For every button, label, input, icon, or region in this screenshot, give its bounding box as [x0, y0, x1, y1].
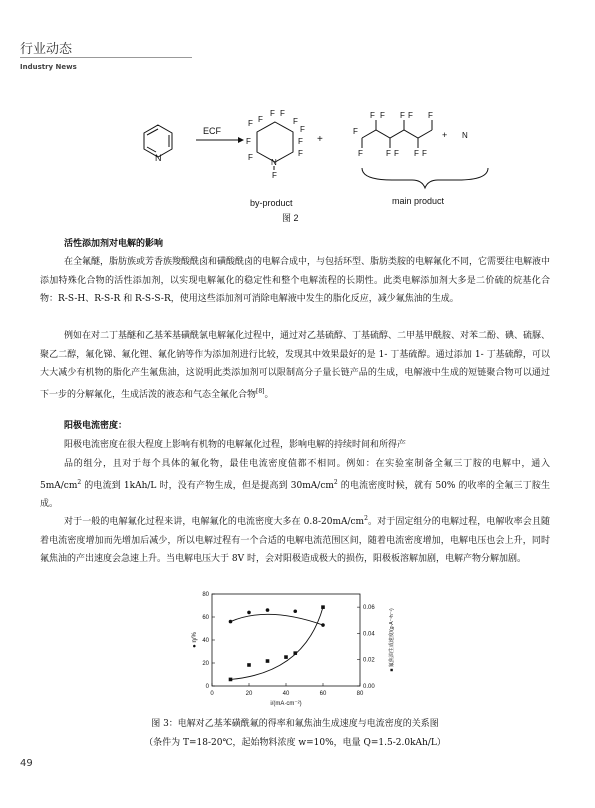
svg-text:F: F: [370, 111, 375, 120]
svg-text:F: F: [270, 109, 275, 118]
tar-rate-data-point: [229, 678, 233, 682]
svg-text:F: F: [422, 149, 427, 158]
yield-data-point: [321, 623, 325, 627]
svg-text:F: F: [414, 149, 419, 158]
paragraph-additives-2: 例如在对二丁基醚和乙基苯基磺酰氯电解氟化过程中，通过对乙基硫醇、丁基硫醇、二甲基甲酰胺、对苯二酚、碘、硫脲、聚乙二醇，氟化锑、氟化锂、氟化钠等作为添加剂进行比较，发现其中效果最好的是 1- 丁基硫醇。通过添加 1- 丁基硫醇，可以大大减少有机物的脂化产生氟焦油，这说明此类添加剂可以限制高分子量长链产品的生成，电解液中生成的短链聚合物可以通过下一步的分解氟化，生成活泼的液态和气态全氟化合物[8]。: [40, 331, 551, 400]
yield-data-point: [247, 611, 251, 615]
svg-text:F: F: [428, 111, 433, 120]
paragraph-current-density-1a: 阳极电流密度在很大程度上影响有机物的电解氟化过程，影响电解的持续时间和所得产: [64, 440, 407, 450]
paragraph-current-density-1b: 品的组分，且对于每个具体的氟化物，最佳电流密度值都不相同。例如：在实验室制备全氟三丁胺的电解中，通入 $5mA/cm^2$ 的电流到 1kAh/L 时，没有产物生成，但是提高到 $30mA/cm^2$ 的电流密度时候，就有 50% 的收率的全氟三丁胺生成。: [40, 459, 550, 509]
yield-data-point: [266, 608, 270, 612]
svg-text:F: F: [293, 117, 298, 126]
y-left-tick-label: 60: [202, 615, 209, 621]
plus-sign-1: +: [317, 134, 323, 145]
y-left-tick-label: 20: [202, 661, 209, 667]
main-product-brace: [362, 168, 488, 188]
section-title: 行业动态: [20, 42, 73, 57]
tar-rate-data-point: [247, 663, 251, 667]
svg-text:F: F: [386, 149, 391, 158]
x-tick-label: 40: [282, 691, 290, 697]
header-divider: [20, 57, 192, 58]
figure-2-caption: 图 2: [282, 213, 299, 223]
tar-rate-data-point: [321, 605, 325, 609]
ecf-label: ECF: [203, 126, 221, 136]
svg-text:F: F: [272, 171, 277, 180]
svg-text:N: N: [271, 158, 277, 167]
svg-text:F: F: [400, 111, 405, 120]
svg-text:F: F: [248, 119, 253, 128]
svg-text:F: F: [394, 149, 399, 158]
svg-text:N: N: [462, 131, 468, 140]
y-right-tick-label: 0.04: [363, 631, 375, 638]
y-left-axis-label: ● η/%: [192, 632, 198, 648]
byproduct-atom-labels: [246, 109, 305, 180]
y-right-tick-label: 0.06: [363, 605, 375, 612]
figure-2-reaction-scheme: [130, 100, 595, 230]
svg-text:F: F: [246, 137, 251, 146]
svg-text:F: F: [258, 115, 263, 124]
figure-3-caption: 图 3：电解对乙基苯磺酰氟的得率和氟焦油生成速度与电流密度的关系图: [151, 719, 439, 729]
svg-text:F: F: [380, 111, 385, 120]
paragraph-additives-1: 在全氟醚，脂肪族或芳香族羧酸酰卤和磺酸酰卤的电解合成中，与包括环型、脂肪类胺的电解氟化不同，它需要往电解液中添加特殊化合物的活性添加剂，以实现电解氟化的稳定性和整个电解流程的长期性。此类电解添加剂大多是二价硫的烷基化合物：R-S-H、R-S-R 和 R-S-S-R，使用这些添加剂可消除电解液中发生的脂化反应，减少氟焦油的生成。: [40, 257, 551, 304]
svg-text:F: F: [408, 111, 413, 120]
y-right-tick-label: 0.02: [363, 657, 375, 664]
y-right-axis-label: ■ 氟焦油生成速度/(g·A⁻¹h⁻¹): [389, 608, 395, 672]
svg-text:F: F: [280, 109, 285, 118]
mainproduct-label: main product: [392, 196, 445, 206]
plus-sign-2: +: [442, 130, 448, 140]
figure-3-chart: [190, 588, 400, 710]
yield-data-point: [229, 620, 233, 624]
tar-rate-data-point: [284, 655, 288, 659]
svg-text:F: F: [298, 137, 303, 146]
plot-frame: [212, 594, 360, 686]
pyridine-n-label: N: [155, 153, 162, 163]
x-tick-label: 80: [356, 691, 364, 697]
svg-text:F: F: [300, 125, 305, 134]
x-axis-label: i/(mA·cm⁻²): [270, 701, 302, 707]
tar-rate-data-point: [293, 651, 297, 655]
y-left-tick-label: 0: [205, 684, 209, 690]
perfluoro-chain-structure: [362, 120, 432, 148]
svg-text:F: F: [353, 127, 358, 136]
tar-rate-curve: [231, 607, 324, 679]
x-tick-label: 0: [210, 691, 214, 697]
yield-data-point: [293, 609, 297, 613]
svg-text:F: F: [298, 149, 303, 158]
yield-curve: [231, 614, 324, 625]
heading-active-additives: 活性添加剂对电解的影响: [64, 239, 164, 249]
arrow-head: [238, 137, 244, 143]
svg-text:F: F: [248, 153, 253, 162]
y-right-tick-label: 0.00: [363, 684, 375, 690]
figure-3-conditions: （条件为 T=18-20℃，起始物料浓度 w=10%，电量 Q=1.5-2.0kAh/L）: [144, 738, 446, 748]
chain-atom-labels: [353, 111, 468, 158]
perfluoropiperidine-structure: [257, 122, 293, 162]
x-tick-label: 60: [319, 691, 327, 697]
section-subtitle: Industry News: [20, 63, 77, 71]
paragraph-current-density-2: 对于一般的电解氟化过程来讲，电解氟化的电流密度大多在 $0.8-20mA/cm^2$。对于固定组分的电解过程，电解收率会且随着电流密度增加而先增加后减少，所以电解过程有一个合适的电解电流范围区间，随着电流密度增加，电解电压也会上升，同时氟焦油的产出速度会急速上升。当电解电压大于 8V 时，会对阳极造成极大的损伤，阳极板溶解加剧，电解产物分解加剧。: [40, 515, 550, 564]
y-left-tick-label: 40: [202, 638, 209, 644]
page-number: 49: [20, 758, 33, 769]
x-tick-label: 20: [245, 691, 253, 697]
byproduct-label: by-product: [250, 198, 293, 208]
tar-rate-data-point: [266, 659, 270, 663]
y-left-tick-label: 80: [202, 592, 209, 598]
heading-anode-current-density: 阳极电流密度：: [64, 421, 128, 431]
svg-text:F: F: [358, 149, 363, 158]
